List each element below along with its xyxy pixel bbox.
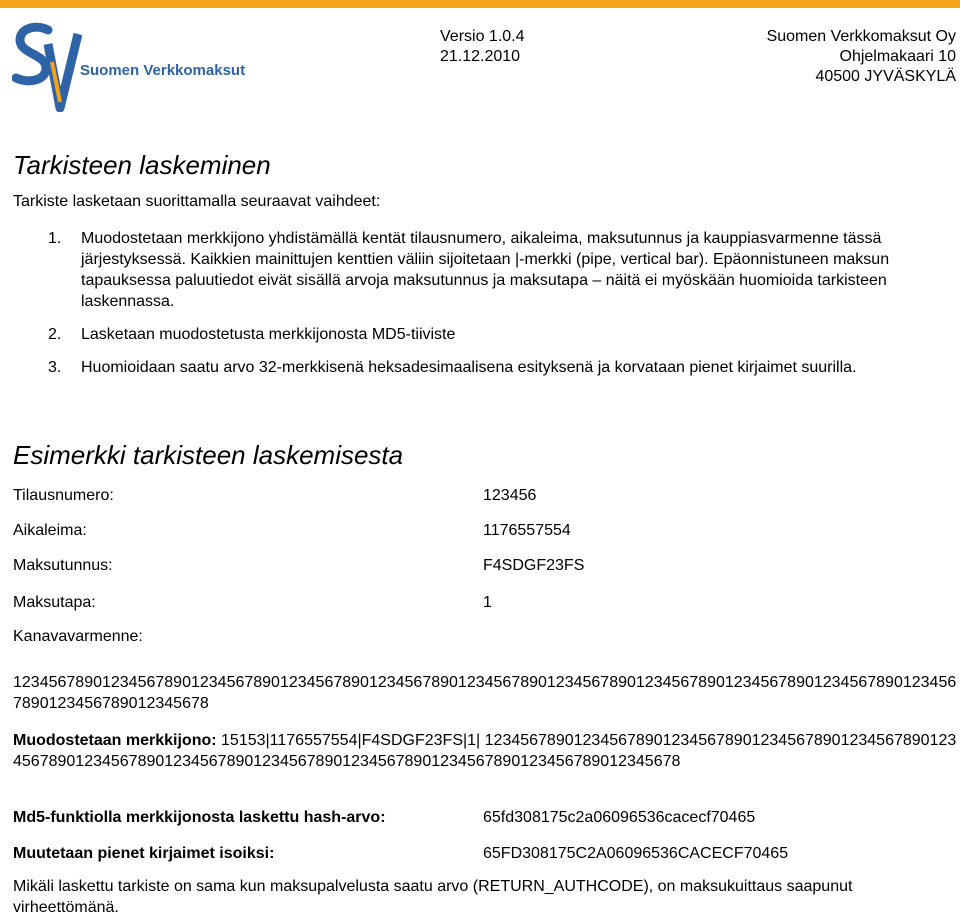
company-address	[767, 27, 956, 87]
field-label: Aikaleima:	[13, 522, 87, 539]
composed-label: Muodostetaan merkkijono:	[13, 732, 217, 749]
steps-list	[13, 228, 943, 390]
list-item	[13, 228, 943, 312]
composed-string	[13, 730, 958, 772]
field-value: 123456	[483, 487, 537, 504]
company-logo	[12, 22, 252, 112]
composed-value: 15153|1176557554|F4SDGF23FS|1| 12345678901234567890123456789012345678901234567890123456789012345678901234567890123456789012345678901234567890123456789012345678	[13, 732, 957, 770]
section-title-example: Esimerkki tarkisteen laskemisesta	[13, 440, 404, 470]
section-title-checksum: Tarkisteen laskeminen	[13, 150, 271, 180]
section-intro: Tarkiste lasketaan suorittamalla seuraavat vaihdeet:	[13, 193, 381, 210]
md5-value: 65fd308175c2a06096536cacecf70465	[483, 809, 756, 826]
uppercase-value: 65FD308175C2A06096536CACECF70465	[483, 845, 789, 862]
version-date: 21.12.2010	[440, 48, 521, 65]
conclusion-text: Mikäli laskettu tarkiste on sama kun maksupalvelusta saatu arvo (RETURN_AUTHCODE), on maksukuittaus saapunut virheettömänä.	[13, 878, 853, 916]
field-label: Maksutapa:	[13, 594, 96, 611]
logo-wordmark: Suomen Verkkomaksut	[80, 62, 246, 79]
field-label: Maksutunnus:	[13, 557, 113, 574]
step-number: 1.	[48, 230, 62, 247]
step-text: Lasketaan muodostetusta merkkijonosta MD5-tiiviste	[81, 326, 456, 343]
list-item	[13, 324, 943, 345]
company-street: Ohjelmakaari 10	[839, 48, 956, 65]
step-number: 2.	[48, 326, 62, 343]
field-value: 1	[483, 594, 492, 611]
field-value: F4SDGF23FS	[483, 557, 585, 574]
field-value: 1176557554	[483, 522, 571, 539]
uppercase-label: Muutetaan pienet kirjaimet isoiksi:	[13, 845, 275, 862]
merchant-key-value: 12345678901234567890123456789012345678901234567890123456789012345678901234567890123456789012345678901234567890123456789012345678	[13, 674, 957, 712]
field-label: Tilausnumero:	[13, 487, 114, 504]
step-number: 3.	[48, 359, 62, 376]
md5-label: Md5-funktiolla merkkijonosta laskettu hash-arvo:	[13, 809, 386, 826]
version-label: Versio 1.0.4	[440, 28, 525, 45]
field-label: Kanavavarmenne:	[13, 628, 143, 645]
document-version	[440, 27, 525, 67]
top-accent-bar	[0, 0, 960, 8]
step-text: Huomioidaan saatu arvo 32-merkkisenä heksadesimaalisena esityksenä ja korvataan pienet kirjaimet suurilla.	[81, 359, 857, 376]
list-item	[13, 357, 943, 378]
step-text: Muodostetaan merkkijono yhdistämällä kentät tilausnumero, aikaleima, maksutunnus ja kauppiasvarmenne tässä järjestyksessä. Kaikkien mainittujen kenttien väliin sijoitetaan |-merkki (pipe, vertical bar). Epäonnistuneen maksun tapauksessa paluutiedot eivät sisällä arvoja maksutunnus ja maksutapa – näitä ei myöskään huomioida tarkisteen laskennassa.	[81, 230, 890, 310]
company-postal: 40500 JYVÄSKYLÄ	[815, 68, 956, 85]
company-name: Suomen Verkkomaksut Oy	[766, 28, 956, 45]
sv-logo-icon	[12, 22, 82, 112]
